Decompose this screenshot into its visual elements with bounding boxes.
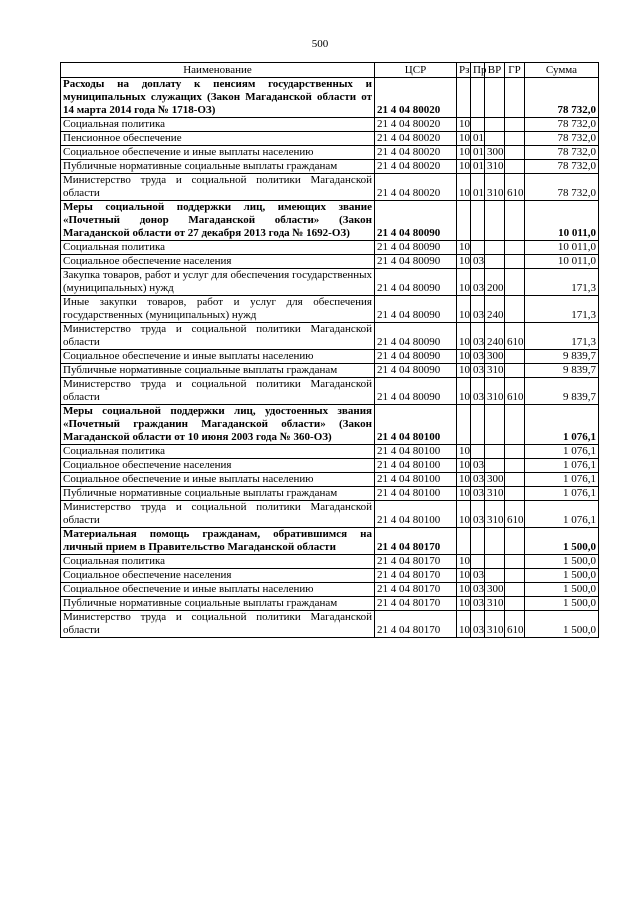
table-row (61, 583, 599, 597)
cell-gr (505, 350, 525, 364)
cell-sum: 1 076,1 (525, 501, 599, 528)
table-row (61, 160, 599, 174)
cell-pr (471, 405, 485, 445)
cell-gr (505, 473, 525, 487)
cell-gr (505, 255, 525, 269)
cell-rz: 10 (457, 459, 471, 473)
cell-gr (505, 445, 525, 459)
cell-gr (505, 569, 525, 583)
cell-pr: 03 (471, 269, 485, 296)
cell-gr (505, 78, 525, 118)
cell-vr: 240 (485, 323, 505, 350)
cell-pr (471, 445, 485, 459)
table-row (61, 611, 599, 638)
cell-rz (457, 78, 471, 118)
table-row (61, 118, 599, 132)
table-body (61, 78, 599, 638)
cell-pr: 03 (471, 597, 485, 611)
cell-pr: 01 (471, 132, 485, 146)
cell-sum: 9 839,7 (525, 378, 599, 405)
cell-rz: 10 (457, 255, 471, 269)
cell-sum: 171,3 (525, 296, 599, 323)
cell-csr: 21 4 04 80100 (375, 445, 457, 459)
cell-sum: 1 076,1 (525, 445, 599, 459)
cell-csr: 21 4 04 80170 (375, 528, 457, 555)
cell-vr (485, 132, 505, 146)
cell-vr (485, 528, 505, 555)
header-pr: Пр (471, 63, 485, 78)
cell-vr: 310 (485, 611, 505, 638)
table-section-row (61, 201, 599, 241)
cell-sum: 1 500,0 (525, 597, 599, 611)
cell-vr (485, 569, 505, 583)
cell-name: Социальная политика (61, 555, 375, 569)
cell-sum: 171,3 (525, 323, 599, 350)
cell-gr (505, 241, 525, 255)
cell-pr (471, 78, 485, 118)
cell-name: Социальное обеспечение и иные выплаты населению (61, 350, 375, 364)
cell-sum: 78 732,0 (525, 118, 599, 132)
cell-name: Публичные нормативные социальные выплаты гражданам (61, 487, 375, 501)
cell-sum: 1 076,1 (525, 473, 599, 487)
cell-csr: 21 4 04 80090 (375, 364, 457, 378)
cell-csr: 21 4 04 80090 (375, 323, 457, 350)
cell-sum: 9 839,7 (525, 364, 599, 378)
cell-name: Меры социальной поддержки лиц, удостоенных звания «Почетный гражданин Магаданской области» (Закон Магаданской области от 10 июня 2003 года № 360-ОЗ) (61, 405, 375, 445)
header-name: Наименование (61, 63, 375, 78)
cell-pr: 03 (471, 569, 485, 583)
cell-sum: 1 076,1 (525, 487, 599, 501)
table-row (61, 146, 599, 160)
cell-sum: 171,3 (525, 269, 599, 296)
cell-rz: 10 (457, 364, 471, 378)
cell-sum: 1 076,1 (525, 459, 599, 473)
cell-sum: 1 076,1 (525, 405, 599, 445)
cell-vr: 300 (485, 583, 505, 597)
cell-name: Публичные нормативные социальные выплаты гражданам (61, 364, 375, 378)
cell-rz (457, 528, 471, 555)
cell-rz: 10 (457, 445, 471, 459)
table-header-row (61, 63, 599, 78)
cell-name: Социальная политика (61, 445, 375, 459)
cell-gr: 610 (505, 501, 525, 528)
table-row (61, 174, 599, 201)
cell-rz: 10 (457, 323, 471, 350)
table-row (61, 459, 599, 473)
cell-sum: 10 011,0 (525, 241, 599, 255)
cell-csr: 21 4 04 80090 (375, 378, 457, 405)
table-row (61, 296, 599, 323)
cell-name: Расходы на доплату к пенсиям государственных и муниципальных служащих (Закон Магаданской области от 14 марта 2014 года № 1718-ОЗ) (61, 78, 375, 118)
cell-name: Социальное обеспечение и иные выплаты населению (61, 146, 375, 160)
cell-vr: 310 (485, 501, 505, 528)
cell-csr: 21 4 04 80020 (375, 78, 457, 118)
table-row (61, 473, 599, 487)
cell-vr: 300 (485, 350, 505, 364)
cell-pr: 03 (471, 323, 485, 350)
cell-name: Социальное обеспечение населения (61, 569, 375, 583)
cell-vr: 240 (485, 296, 505, 323)
cell-gr (505, 405, 525, 445)
cell-sum: 9 839,7 (525, 350, 599, 364)
cell-pr (471, 528, 485, 555)
cell-vr: 310 (485, 378, 505, 405)
cell-csr: 21 4 04 80100 (375, 487, 457, 501)
cell-gr: 610 (505, 323, 525, 350)
cell-vr (485, 445, 505, 459)
cell-rz: 10 (457, 241, 471, 255)
cell-name: Социальное обеспечение населения (61, 255, 375, 269)
cell-pr (471, 201, 485, 241)
table-row (61, 555, 599, 569)
cell-csr: 21 4 04 80090 (375, 350, 457, 364)
cell-csr: 21 4 04 80020 (375, 146, 457, 160)
cell-pr: 03 (471, 296, 485, 323)
cell-vr (485, 118, 505, 132)
cell-csr: 21 4 04 80100 (375, 501, 457, 528)
cell-name: Иные закупки товаров, работ и услуг для обеспечения государственных (муниципальных) нужд (61, 296, 375, 323)
cell-csr: 21 4 04 80020 (375, 174, 457, 201)
cell-csr: 21 4 04 80020 (375, 118, 457, 132)
cell-gr (505, 597, 525, 611)
cell-pr: 03 (471, 378, 485, 405)
cell-csr: 21 4 04 80100 (375, 405, 457, 445)
cell-csr: 21 4 04 80100 (375, 473, 457, 487)
cell-vr (485, 555, 505, 569)
cell-name: Материальная помощь гражданам, обратившимся на личный прием в Правительство Магаданской области (61, 528, 375, 555)
cell-rz: 10 (457, 174, 471, 201)
cell-csr: 21 4 04 80100 (375, 459, 457, 473)
cell-gr (505, 459, 525, 473)
cell-gr (505, 118, 525, 132)
table-row (61, 501, 599, 528)
cell-pr: 03 (471, 350, 485, 364)
cell-csr: 21 4 04 80090 (375, 201, 457, 241)
table-row (61, 378, 599, 405)
table-row (61, 255, 599, 269)
cell-gr: 610 (505, 174, 525, 201)
cell-vr: 310 (485, 160, 505, 174)
table-row (61, 569, 599, 583)
cell-rz: 10 (457, 501, 471, 528)
cell-sum: 10 011,0 (525, 201, 599, 241)
cell-sum: 1 500,0 (525, 583, 599, 597)
table-section-row (61, 405, 599, 445)
cell-name: Публичные нормативные социальные выплаты гражданам (61, 160, 375, 174)
cell-vr (485, 405, 505, 445)
cell-pr: 03 (471, 459, 485, 473)
cell-name: Министерство труда и социальной политики Магаданской области (61, 611, 375, 638)
cell-vr: 310 (485, 487, 505, 501)
cell-rz: 10 (457, 269, 471, 296)
cell-pr (471, 555, 485, 569)
table-row (61, 132, 599, 146)
cell-gr: 610 (505, 378, 525, 405)
cell-gr (505, 269, 525, 296)
cell-rz (457, 201, 471, 241)
table-row (61, 241, 599, 255)
cell-gr (505, 487, 525, 501)
cell-rz (457, 405, 471, 445)
cell-name: Социальное обеспечение населения (61, 459, 375, 473)
table-row (61, 269, 599, 296)
cell-name: Социальное обеспечение и иные выплаты населению (61, 583, 375, 597)
cell-vr: 310 (485, 597, 505, 611)
cell-gr (505, 132, 525, 146)
cell-gr (505, 146, 525, 160)
cell-csr: 21 4 04 80170 (375, 555, 457, 569)
cell-rz: 10 (457, 583, 471, 597)
cell-rz: 10 (457, 473, 471, 487)
header-csr: ЦСР (375, 63, 457, 78)
table-row (61, 350, 599, 364)
cell-gr (505, 583, 525, 597)
cell-rz: 10 (457, 569, 471, 583)
table-row (61, 323, 599, 350)
cell-name: Публичные нормативные социальные выплаты гражданам (61, 597, 375, 611)
cell-sum: 78 732,0 (525, 132, 599, 146)
cell-name: Министерство труда и социальной политики Магаданской области (61, 378, 375, 405)
cell-sum: 78 732,0 (525, 174, 599, 201)
cell-csr: 21 4 04 80090 (375, 296, 457, 323)
cell-name: Меры социальной поддержки лиц, имеющих звание «Почетный донор Магаданской области» (Закон Магаданской области от 27 декабря 2013 года № 1692-ОЗ) (61, 201, 375, 241)
table-section-row (61, 528, 599, 555)
cell-vr: 310 (485, 364, 505, 378)
cell-pr: 03 (471, 487, 485, 501)
header-gr: ГР (505, 63, 525, 78)
cell-pr: 01 (471, 160, 485, 174)
cell-sum: 1 500,0 (525, 611, 599, 638)
cell-name: Министерство труда и социальной политики Магаданской области (61, 501, 375, 528)
cell-name: Социальная политика (61, 118, 375, 132)
cell-sum: 1 500,0 (525, 555, 599, 569)
cell-gr (505, 160, 525, 174)
cell-vr (485, 255, 505, 269)
cell-gr (505, 364, 525, 378)
cell-sum: 78 732,0 (525, 146, 599, 160)
page-number: 500 (311, 38, 329, 50)
cell-csr: 21 4 04 80090 (375, 241, 457, 255)
cell-rz: 10 (457, 378, 471, 405)
cell-csr: 21 4 04 80090 (375, 269, 457, 296)
cell-rz: 10 (457, 132, 471, 146)
cell-pr: 03 (471, 611, 485, 638)
cell-csr: 21 4 04 80170 (375, 611, 457, 638)
cell-vr (485, 78, 505, 118)
cell-gr (505, 201, 525, 241)
cell-name: Министерство труда и социальной политики Магаданской области (61, 174, 375, 201)
cell-gr (505, 296, 525, 323)
budget-table (60, 62, 599, 638)
cell-vr (485, 459, 505, 473)
cell-rz: 10 (457, 118, 471, 132)
cell-pr: 03 (471, 473, 485, 487)
cell-rz: 10 (457, 555, 471, 569)
cell-vr: 300 (485, 473, 505, 487)
table-row (61, 445, 599, 459)
table-section-row (61, 78, 599, 118)
table-row (61, 364, 599, 378)
cell-vr: 310 (485, 174, 505, 201)
cell-vr: 200 (485, 269, 505, 296)
cell-rz: 10 (457, 487, 471, 501)
header-vr: ВР (485, 63, 505, 78)
cell-rz: 10 (457, 160, 471, 174)
cell-rz: 10 (457, 296, 471, 323)
cell-pr: 01 (471, 174, 485, 201)
cell-sum: 10 011,0 (525, 255, 599, 269)
table-row (61, 487, 599, 501)
cell-pr: 03 (471, 501, 485, 528)
cell-pr: 01 (471, 146, 485, 160)
cell-sum: 1 500,0 (525, 528, 599, 555)
cell-sum: 1 500,0 (525, 569, 599, 583)
cell-pr: 03 (471, 364, 485, 378)
cell-sum: 78 732,0 (525, 78, 599, 118)
cell-gr: 610 (505, 611, 525, 638)
cell-name: Социальное обеспечение и иные выплаты населению (61, 473, 375, 487)
cell-csr: 21 4 04 80170 (375, 569, 457, 583)
header-rz: Рз (457, 63, 471, 78)
cell-pr (471, 118, 485, 132)
cell-vr (485, 201, 505, 241)
cell-vr (485, 241, 505, 255)
cell-csr: 21 4 04 80170 (375, 597, 457, 611)
cell-pr: 03 (471, 583, 485, 597)
cell-csr: 21 4 04 80170 (375, 583, 457, 597)
cell-gr (505, 528, 525, 555)
cell-pr (471, 241, 485, 255)
cell-name: Социальная политика (61, 241, 375, 255)
cell-name: Закупка товаров, работ и услуг для обеспечения государственных (муниципальных) нужд (61, 269, 375, 296)
cell-rz: 10 (457, 350, 471, 364)
cell-rz: 10 (457, 611, 471, 638)
cell-rz: 10 (457, 597, 471, 611)
table-row (61, 597, 599, 611)
cell-pr: 03 (471, 255, 485, 269)
cell-csr: 21 4 04 80090 (375, 255, 457, 269)
cell-csr: 21 4 04 80020 (375, 132, 457, 146)
cell-csr: 21 4 04 80020 (375, 160, 457, 174)
header-sum: Сумма (525, 63, 599, 78)
cell-gr (505, 555, 525, 569)
cell-sum: 78 732,0 (525, 160, 599, 174)
cell-name: Министерство труда и социальной политики Магаданской области (61, 323, 375, 350)
cell-rz: 10 (457, 146, 471, 160)
cell-name: Пенсионное обеспечение (61, 132, 375, 146)
cell-vr: 300 (485, 146, 505, 160)
